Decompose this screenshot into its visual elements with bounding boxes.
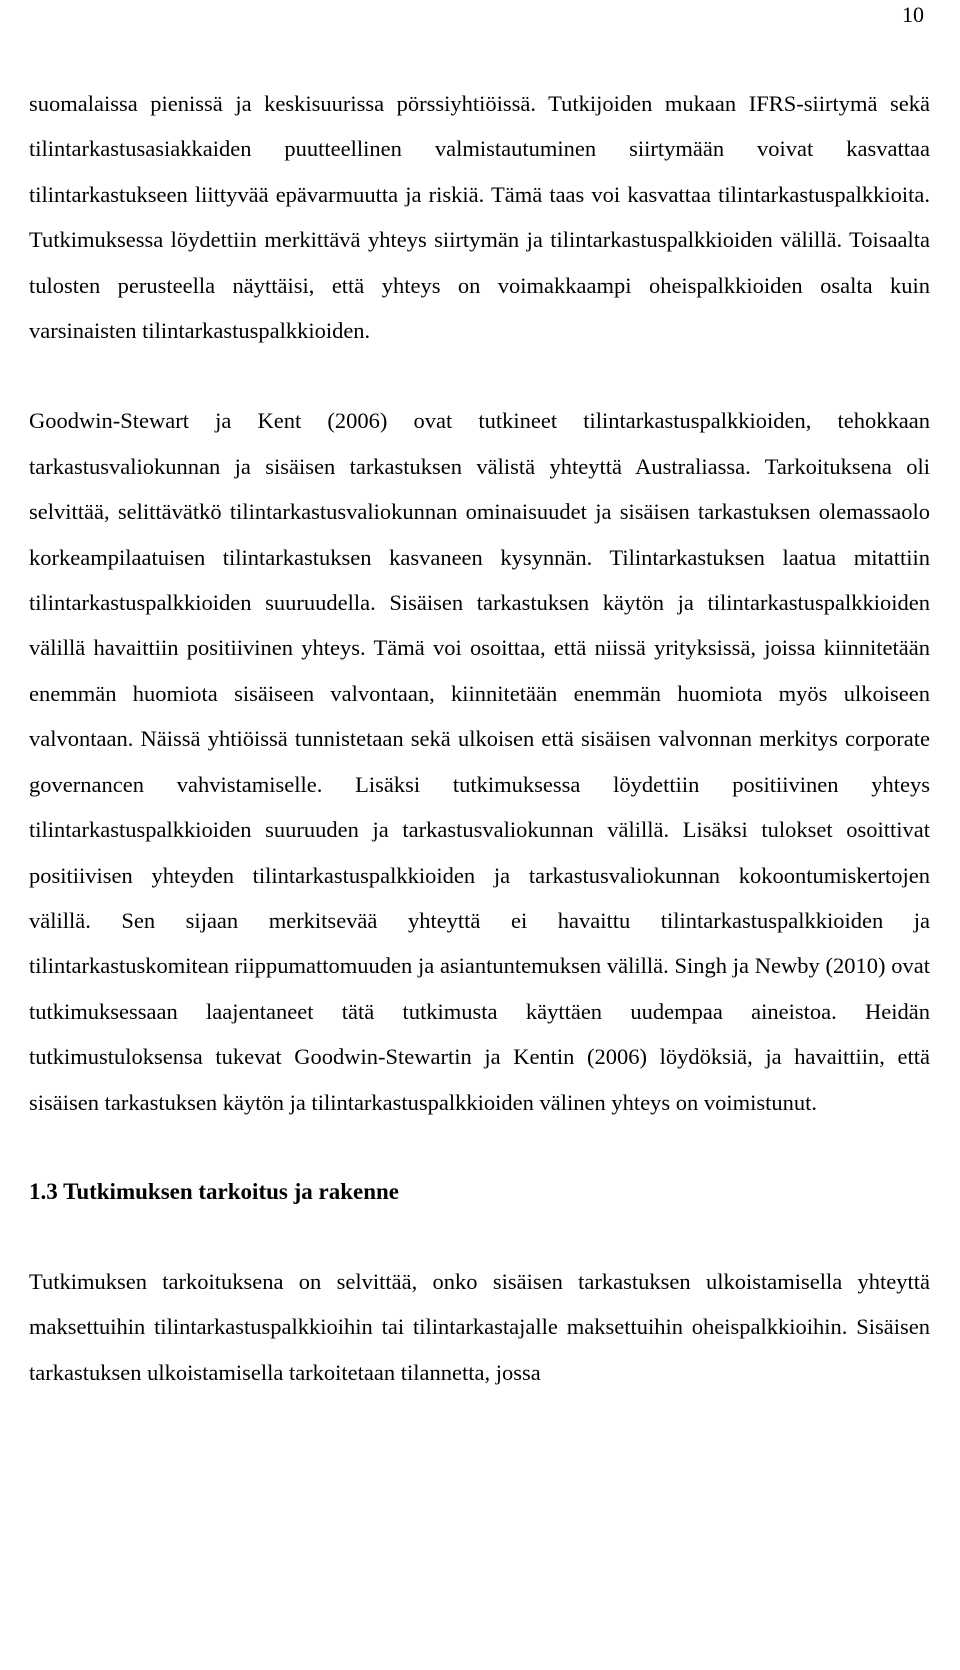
body-paragraph-2: Goodwin-Stewart ja Kent (2006) ovat tutkineet tilintarkastuspalkkioiden, tehokkaan tarkastusvaliokunnan ja sisäisen tarkastuksen välistä yhteyttä Australiassa. Tarkoituksena oli selvittää, selittävätkö tilintarkastusvaliokunnan ominaisuudet ja sisäisen tarkastuksen olemassaolo korkeampilaatuisen tilintarkastuksen kasvaneen kysynnän. Tilintarkastuksen laatua mitattiin tilintarkastuspalkkioiden suuruudella. Sisäisen tarkastuksen käytön ja tilintarkastuspalkkioiden välillä havaittiin positiivinen yhteys. Tämä voi osoittaa, että niissä yrityksissä, joissa kiinnitetään enemmän huomiota sisäiseen valvontaan, kiinnitetään enemmän huomiota myös ulkoiseen valvontaan. Näissä yhtiöissä tunnistetaan sekä ulkoisen että sisäisen valvonnan merkitys corporate governancen vahvistamiselle. Lisäksi tutkimuksessa löydettiin positiivinen yhteys tilintarkastuspalkkioiden suuruuden ja tarkastusvaliokunnan välillä. Lisäksi tulokset osoittivat positiivisen yhteyden tilintarkastuspalkkioiden ja tarkastusvaliokunnan kokoontumiskertojen välillä. Sen sijaan merkitsevää yhteyttä ei havaittu tilintarkastuspalkkioiden ja tilintarkastuskomitean riippumattomuuden ja asiantuntemuksen välillä. Singh ja Newby (2010) ovat tutkimuksessaan laajentaneet tätä tutkimusta käyttäen uudempaa aineistoa. Heidän tutkimustuloksensa tukevat Goodwin-Stewartin ja Kentin (2006) löydöksiä, ja havaittiin, että sisäisen tarkastuksen käytön ja tilintarkastuspalkkioiden välinen yhteys on voimistunut.	[29, 408, 930, 1115]
section-heading: 1.3 Tutkimuksen tarkoitus ja rakenne	[29, 1178, 399, 1204]
section-paragraph: Tutkimuksen tarkoituksena on selvittää, onko sisäisen tarkastuksen ulkoistamisella yhteyttä maksettuihin tilintarkastuspalkkioihin tai tilintarkastajalle maksettuihin oheispalkkioihin. Sisäisen tarkastuksen ulkoistamisella tarkoitetaan tilannetta, jossa	[29, 1268, 930, 1385]
body-paragraph-1: suomalaissa pienissä ja keskisuurissa pörssiyhtiöissä. Tutkijoiden mukaan IFRS-siirtymä sekä tilintarkastusasiakkaiden puutteellinen valmistautuminen siirtymään voivat kasvattaa tilintarkastukseen liittyvää epävarmuutta ja riskiä. Tämä taas voi kasvattaa tilintarkastuspalkkioita. Tutkimuksessa löydettiin merkittävä yhteys siirtymän ja tilintarkastuspalkkioiden välillä. Toisaalta tulosten perusteella näyttäisi, että yhteys on voimakkaampi oheispalkkioiden osalta kuin varsinaisten tilintarkastuspalkkioiden.	[29, 91, 930, 344]
document-body	[29, 81, 930, 1395]
page-number: 10	[902, 2, 924, 27]
